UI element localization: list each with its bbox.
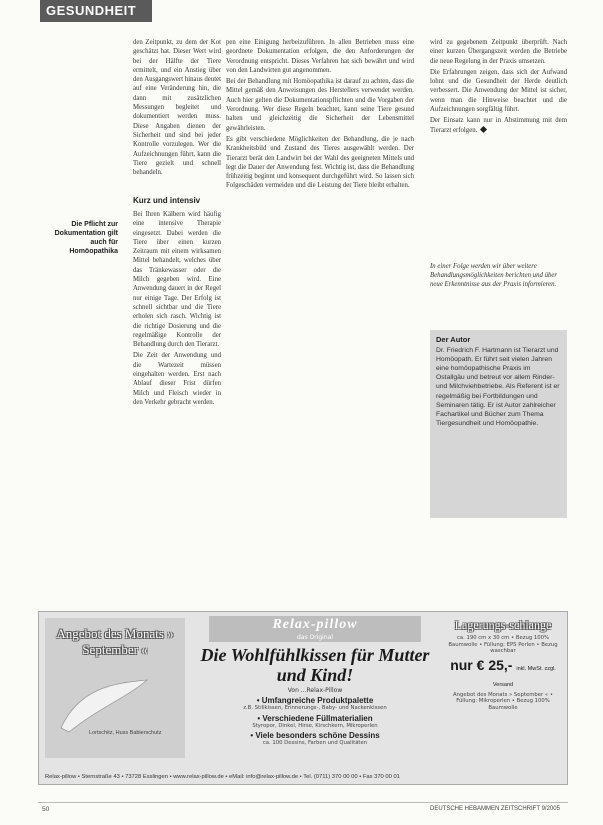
- paragraph: Bei Ihren Kälbern wird häufig eine intensive Therapie eingesetzt. Dabei werden die Tiere über einen kurzen Zeitraum mit einem wirksamen Mittel behandelt, welches über das Tränkewasser oder die Milch gegeben wird. Eine Anwendung dauert in der Regel nur einige Tage. Der Erfolg ist schnell sichtbar und die Tiere erholen sich rasch. Wichtig ist die richtige Dosierung und die regelmäßige Kontrolle der Behandlung durch den Tierarzt.: [133, 211, 221, 349]
- end-mark-icon: [480, 126, 487, 133]
- ad-bullet: • Umfangreiche Produktpalette: [256, 696, 374, 705]
- paragraph: wird zu gegebenem Zeitpunkt überprüft. Nach einer kurzen Übergangszeit werden die Betriebe die neue Regelung in der Praxis umsetzen.: [430, 39, 567, 65]
- ad-offer-panel: [45, 618, 185, 758]
- brand-subtitle: das Original: [209, 634, 421, 642]
- product-title: Lagerungs-schlange: [454, 618, 552, 632]
- author-text: Dr. Friedrich F. Hartmann ist Tierarzt und Homöopath. Er führt seit vielen Jahren eine homöopathische Praxis im Ostallgäu und betreut vor allem Rinder- und Milchviehbetriebe. Als Referent ist er regelmäßig bei Fortbildungen und Seminaren tätig. Er ist Autor zahlreicher Fachartikel und Bücher zum Thema Tiergesundheit und Homöopathie.: [436, 347, 560, 427]
- ad-contact-footer: Relax-pillow • Sternstraße 43 • 73728 Esslingen • www.relax-pillow.de • eMail: info@relax-pillow.de • Tel. (0711) 370 00 00 • Fax 370 00 01: [45, 774, 400, 780]
- paragraph: Die Erfahrungen zeigen, dass sich der Aufwand lohnt und die Gesundheit der Herde deutlich verbessert. Die Anwendung der Mittel ist sicher, wenn man die Hinweise beachtet und die Aufzeichnungen sorgfältig führt.: [430, 68, 567, 114]
- ad-offer-title: Angebot des Monats » September «: [56, 626, 174, 657]
- product-specs: ca. 190 cm x 30 cm • Bezug 100% Baumwolle • Füllung: EPS Perlen • Bezug waschbar: [448, 635, 558, 655]
- journal-footer: DEUTSCHE HEBAMMEN ZEITSCHRIFT 9/2005: [430, 806, 560, 812]
- ad-slogan: Die Wohlfühlkissen für Mutter und Kind!: [200, 645, 430, 685]
- paragraph: pen eine Einigung herbeizuführen. In allen Betrieben muss eine geordnete Dokumentation erfolgen, die den Anforderungen der Verordnung entspricht. Dieses Verfahren hat sich bewährt und wird von den Landwirten gut angenommen.: [226, 39, 414, 74]
- ad-product-panel: [443, 618, 563, 764]
- price-value: nur € 25,-: [450, 656, 513, 673]
- author-title: Der Autor: [436, 335, 471, 344]
- section-tab: GESUNDHEIT: [40, 0, 152, 22]
- product-price: [443, 657, 563, 689]
- author-box: [430, 330, 567, 518]
- column-2: [226, 38, 414, 598]
- column-1-top: [133, 38, 221, 179]
- ad-from-label: Von ...Relax-Pillow: [287, 687, 343, 694]
- price-note: inkl. MwSt. zzgl. Versand: [492, 665, 556, 688]
- advertisement: [38, 611, 568, 785]
- paragraph: Es gibt verschiedene Möglichkeiten der Behandlung, die je nach Krankheitsbild und Zustand des Tieres ausgewählt werden. Der Tierarzt berät den Landwirt bei der Wahl des geeigneten Mittels und legt die Dauer der Anwendung fest. Wichtig ist, dass die Behandlung frühzeitig beginnt und konsequent durchgeführt wird. So lassen sich Folgeschäden vermeiden und die Leistung der Tiere bleibt erhalten.: [226, 135, 414, 190]
- ad-bullet-detail: Styropor, Dinkel, Hirse, Kirschkern, Mikroperlen: [252, 722, 378, 729]
- column-3: [430, 38, 567, 137]
- paragraph: Die Zeit der Anwendung und die Wartezeit müssen eingehalten werden. Erst nach Ablauf dieser Frist dürfen Milch und Fleisch wieder in den Verkehr gebracht werden.: [133, 352, 221, 406]
- ad-center-panel: [191, 616, 439, 762]
- paragraph: den Zeitpunkt, zu dem der Kot geschätzt hat. Dieser Wert wird bei der Hälfte der Tiere ermittelt, und ein Anstieg über den Ausgangswert hinaus deutet auf eine Veränderung hin, die dann mit zusätzlichen Messungen begleitet und dokumentiert werden muss. Diese Angaben dienen der Sicherheit und sind bei jeder Kontrolle vorzulegen. Wer die Aufzeichnungen führt, kann die Tiere gezielt und schnell behandeln.: [133, 39, 221, 177]
- closing-text: Der Einsatz kann nur in Abstimmung mit dem Tierarzt erfolgen.: [430, 117, 567, 134]
- brand-logo: Relax-pillow: [209, 616, 421, 634]
- ad-offer-caption: Lortschitz, Huss Babierschutz: [89, 730, 162, 736]
- pillow-shape-icon: [59, 678, 149, 733]
- sidenote: Die Pflicht zur Dokumentation gilt auch für Homöopathika: [54, 221, 118, 255]
- column-1-bottom: [133, 210, 221, 409]
- footer-rule: [38, 802, 568, 803]
- paragraph: Bei der Behandlung mit Homöopathika ist darauf zu achten, dass die Mittel gemäß den Anweisungen des Herstellers verwendet werden. Auch hier gelten die Dokumentationspflichten und die Vorgaben der Verordnung. Wer diese Regeln beachtet, kann seine Tiere gesund halten und gleichzeitig die Sicherheit der Lebensmittel gewährleisten.: [226, 78, 414, 132]
- product-extra: Angebot des Monats » September « • Füllung: Mikroperlen • Bezug 100% Baumwolle: [453, 691, 553, 711]
- subhead: Kurz und intensiv: [133, 196, 201, 205]
- paragraph: [430, 116, 567, 135]
- ad-bullet: • Verschiedene Füllmaterialien: [257, 713, 373, 723]
- ad-bullet: • Viele besonders schöne Dessins: [250, 731, 380, 740]
- italic-note: In einer Folge werden wir über weitere Behandlungsmöglichkeiten berichten und über neue Erkenntnisse aus der Praxis informieren.: [430, 263, 558, 288]
- ad-bullet-detail: ca. 100 Dessins, Farben und Qualitäten: [262, 740, 368, 746]
- ad-bullet-detail: z.B. Stillkissen, Erinnerungs-, Baby- und Nackenkissen: [243, 705, 387, 711]
- page-number: 50: [42, 806, 50, 813]
